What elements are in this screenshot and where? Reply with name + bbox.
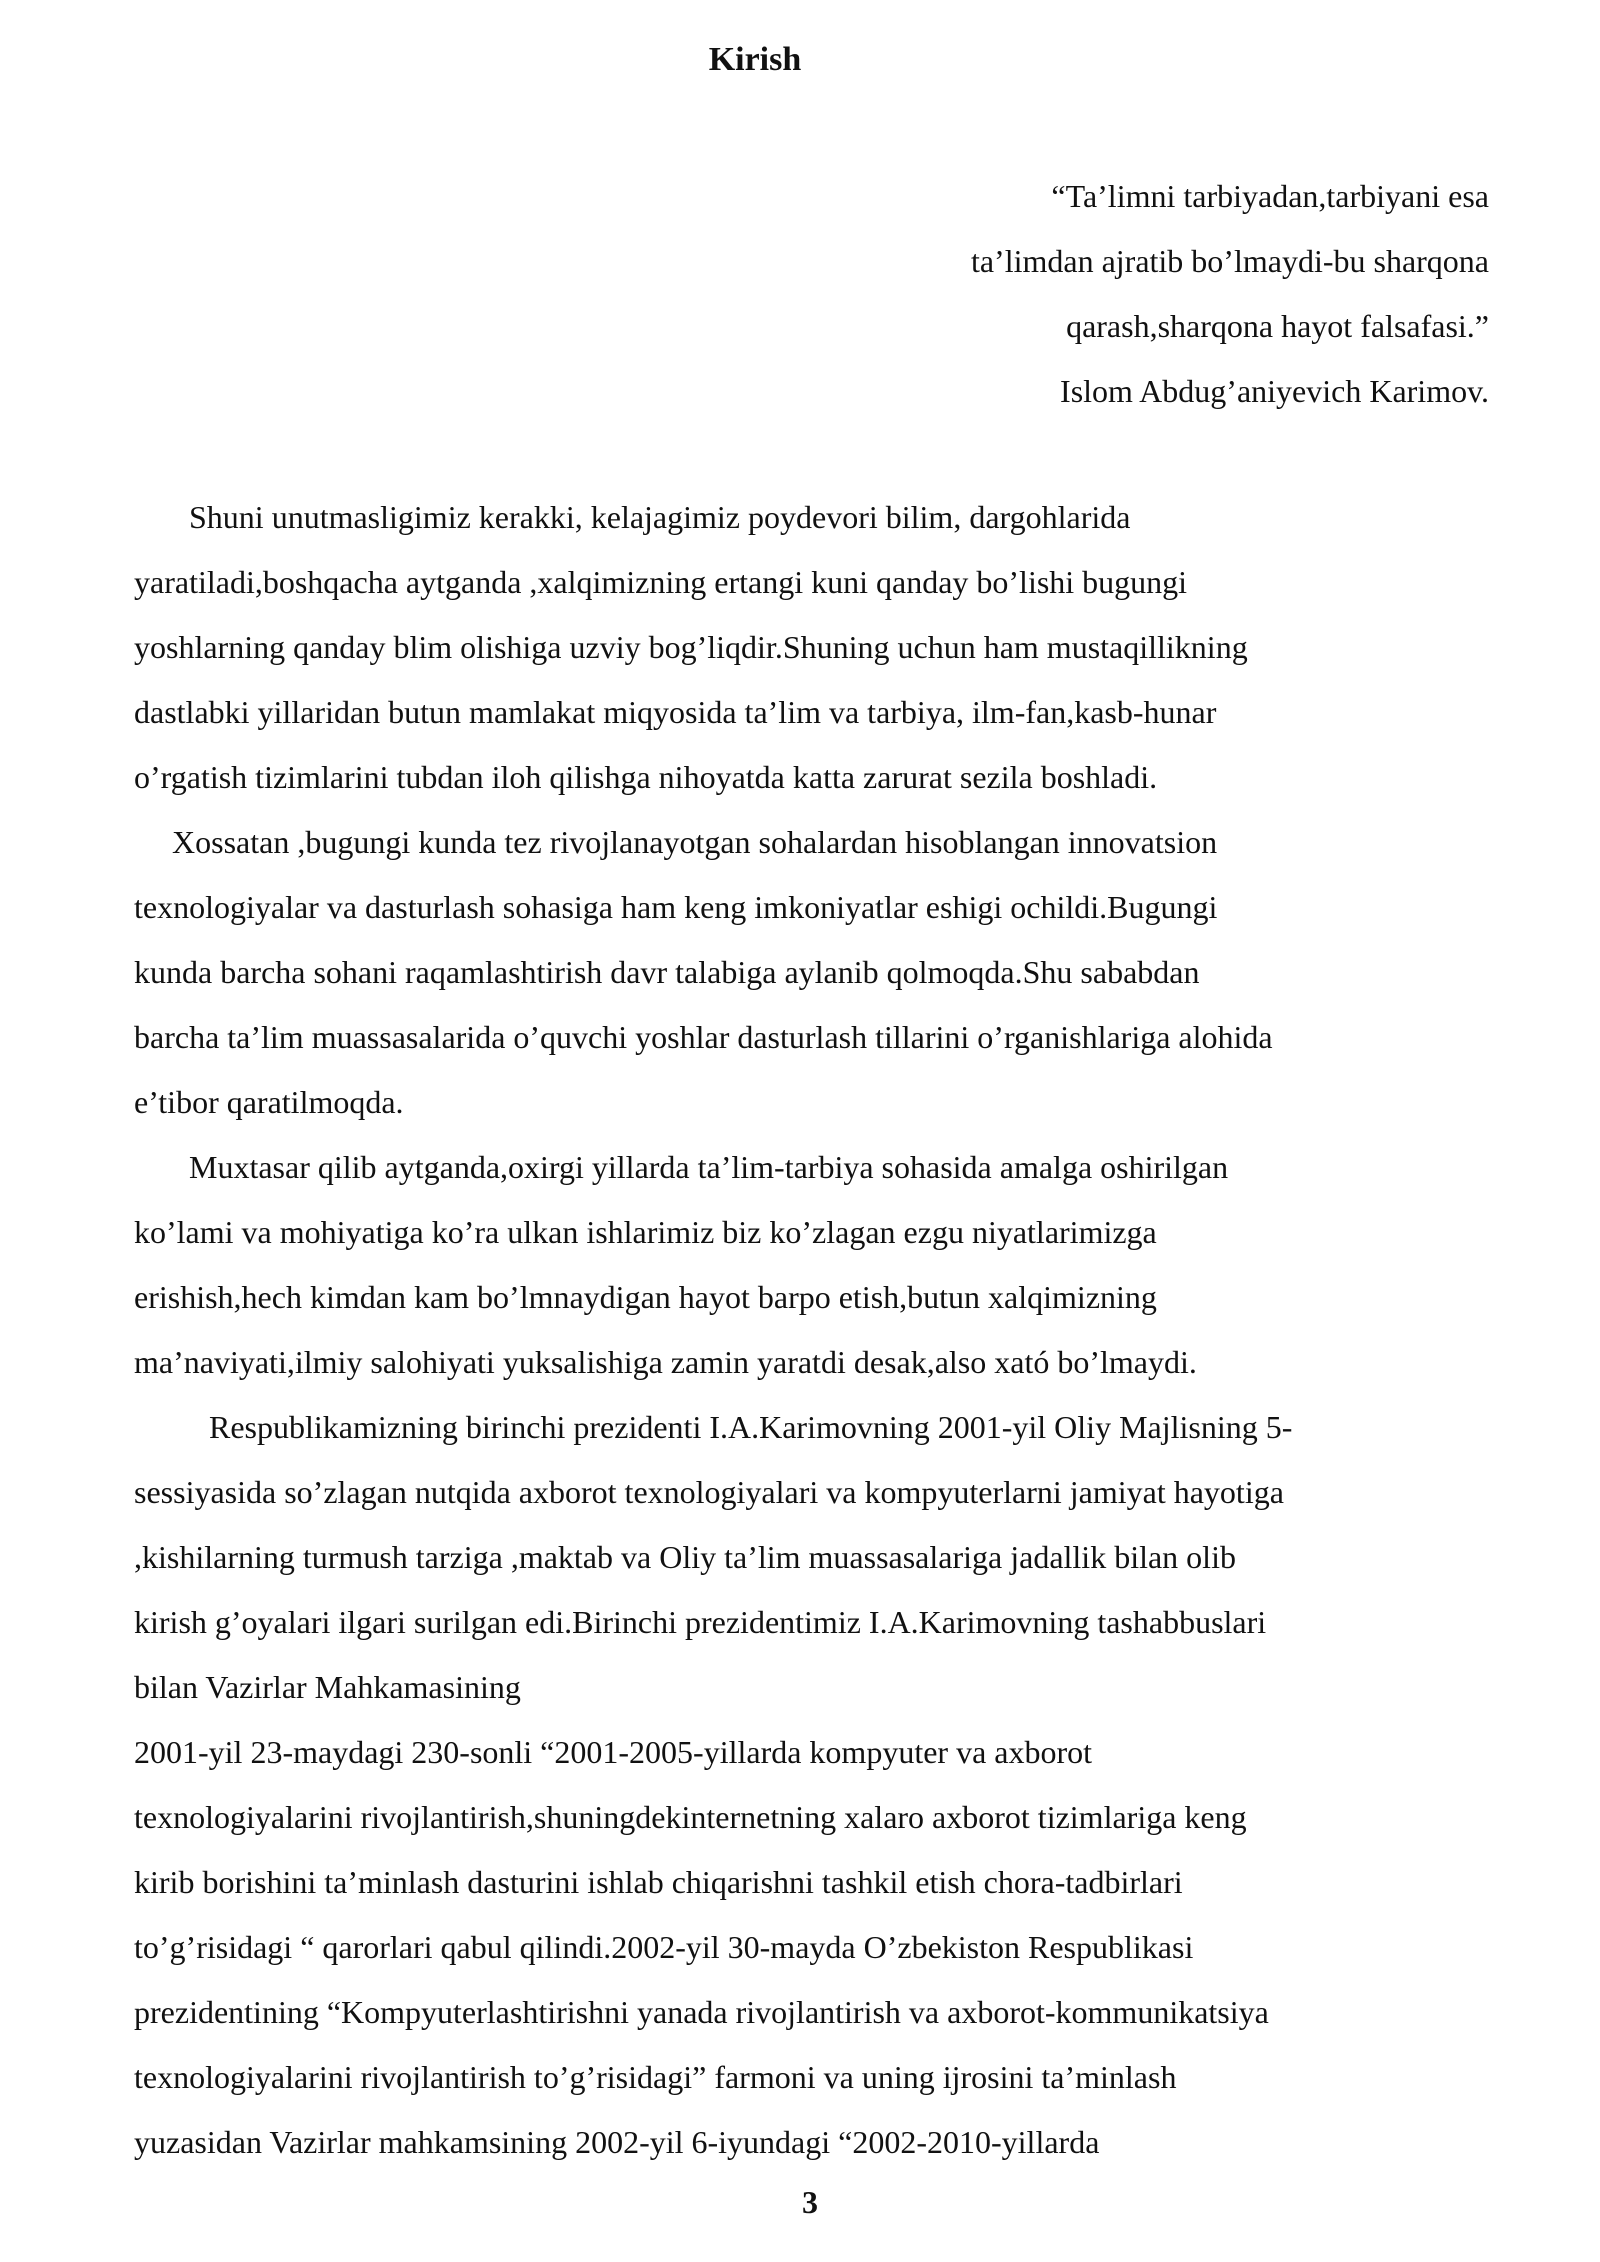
epigraph-author: Islom Abdug’aniyevich Karimov. bbox=[1060, 373, 1489, 409]
text-line: barcha ta’lim muassasalarida o’quvchi yoshlar dasturlash tillarini o’rganishlariga alohida bbox=[134, 1019, 1273, 1055]
text-line: o’rgatish tizimlarini tubdan iloh qilishga nihoyatda katta zarurat sezila boshladi. bbox=[134, 759, 1158, 795]
body-text bbox=[134, 485, 1494, 2175]
text-line: ,kishilarning turmush tarziga ,maktab va Oliy ta’lim muassasalariga jadallik bilan olib bbox=[134, 1539, 1236, 1575]
text-line: dastlabki yillaridan butun mamlakat miqyosida ta’lim va tarbiya, ilm-fan,kasb-hunar bbox=[134, 694, 1217, 730]
text-line: ko’lami va mohiyatiga ko’ra ulkan ishlarimiz biz ko’zlagan ezgu niyatlarimizga bbox=[134, 1214, 1157, 1250]
epigraph-line: qarash,sharqona hayot falsafasi.” bbox=[1066, 308, 1489, 344]
text-line: kirish g’oyalari ilgari surilgan edi.Birinchi prezidentimiz I.A.Karimovning tashabbuslari bbox=[134, 1604, 1267, 1640]
text-line: texnologiyalarini rivojlantirish,shuningdekinternetning xalaro axborot tizimlariga keng bbox=[134, 1799, 1247, 1835]
text-line: erishish,hech kimdan kam bo’lmnaydigan hayot barpo etish,butun xalqimizning bbox=[134, 1279, 1157, 1315]
text-line: texnologiyalar va dasturlash sohasiga ham keng imkoniyatlar eshigi ochildi.Bugungi bbox=[134, 889, 1218, 925]
epigraph bbox=[971, 164, 1489, 424]
page-title: Kirish bbox=[708, 41, 802, 78]
text-line: Muxtasar qilib aytganda,oxirgi yillarda ta’lim-tarbiya sohasida amalga oshirilgan bbox=[189, 1149, 1229, 1185]
text-line: sessiyasida so’zlagan nutqida axborot texnologiyalari va kompyuterlarni jamiyat hayotiga bbox=[134, 1474, 1284, 1510]
text-line: Shuni unutmasligimiz kerakki, kelajagimiz poydevori bilim, dargohlarida bbox=[189, 499, 1131, 535]
text-line: e’tibor qaratilmoqda. bbox=[134, 1084, 404, 1120]
text-line: yaratiladi,boshqacha aytganda ,xalqimizning ertangi kuni qanday bo’lishi bugungi bbox=[134, 564, 1188, 600]
text-line: yoshlarning qanday blim olishiga uzviy bog’liqdir.Shuning uchun ham mustaqillikning bbox=[134, 629, 1248, 665]
page-number: 3 bbox=[802, 2184, 818, 2220]
epigraph-line: ta’limdan ajratib bo’lmaydi-bu sharqona bbox=[970, 243, 1489, 279]
text-line: Xossatan ,bugungi kunda tez rivojlanayotgan sohalardan hisoblangan innovatsion bbox=[172, 824, 1218, 860]
text-line: texnologiyalarini rivojlantirish to’g’risidagi” farmoni va uning ijrosini ta’minlash bbox=[134, 2059, 1177, 2095]
text-line: 2001-yil 23-maydagi 230-sonli “2001-2005-yillarda kompyuter va axborot bbox=[134, 1734, 1093, 1770]
text-line: prezidentining “Kompyuterlashtirishni yanada rivojlantirish va axborot-kommunikatsiya bbox=[134, 1994, 1269, 2030]
text-line: bilan Vazirlar Mahkamasining bbox=[134, 1669, 521, 1705]
text-line: ma’naviyati,ilmiy salohiyati yuksalishiga zamin yaratdi desak,also xató bo’lmaydi. bbox=[134, 1344, 1197, 1380]
text-line: Respublikamizning birinchi prezidenti I.A.Karimovning 2001-yil Oliy Majlisning 5- bbox=[209, 1409, 1293, 1445]
text-line: kunda barcha sohani raqamlashtirish davr talabiga aylanib qolmoqda.Shu sababdan bbox=[134, 954, 1200, 990]
epigraph-line: “Ta’limni tarbiyadan,tarbiyani esa bbox=[1051, 178, 1489, 214]
text-line: kirib borishini ta’minlash dasturini ishlab chiqarishni tashkil etish chora-tadbirlari bbox=[134, 1864, 1183, 1900]
text-line: yuzasidan Vazirlar mahkamsining 2002-yil 6-iyundagi “2002-2010-yillarda bbox=[134, 2124, 1100, 2160]
text-line: to’g’risidagi “ qarorlari qabul qilindi.2002-yil 30-mayda O’zbekiston Respublikasi bbox=[134, 1929, 1194, 1965]
